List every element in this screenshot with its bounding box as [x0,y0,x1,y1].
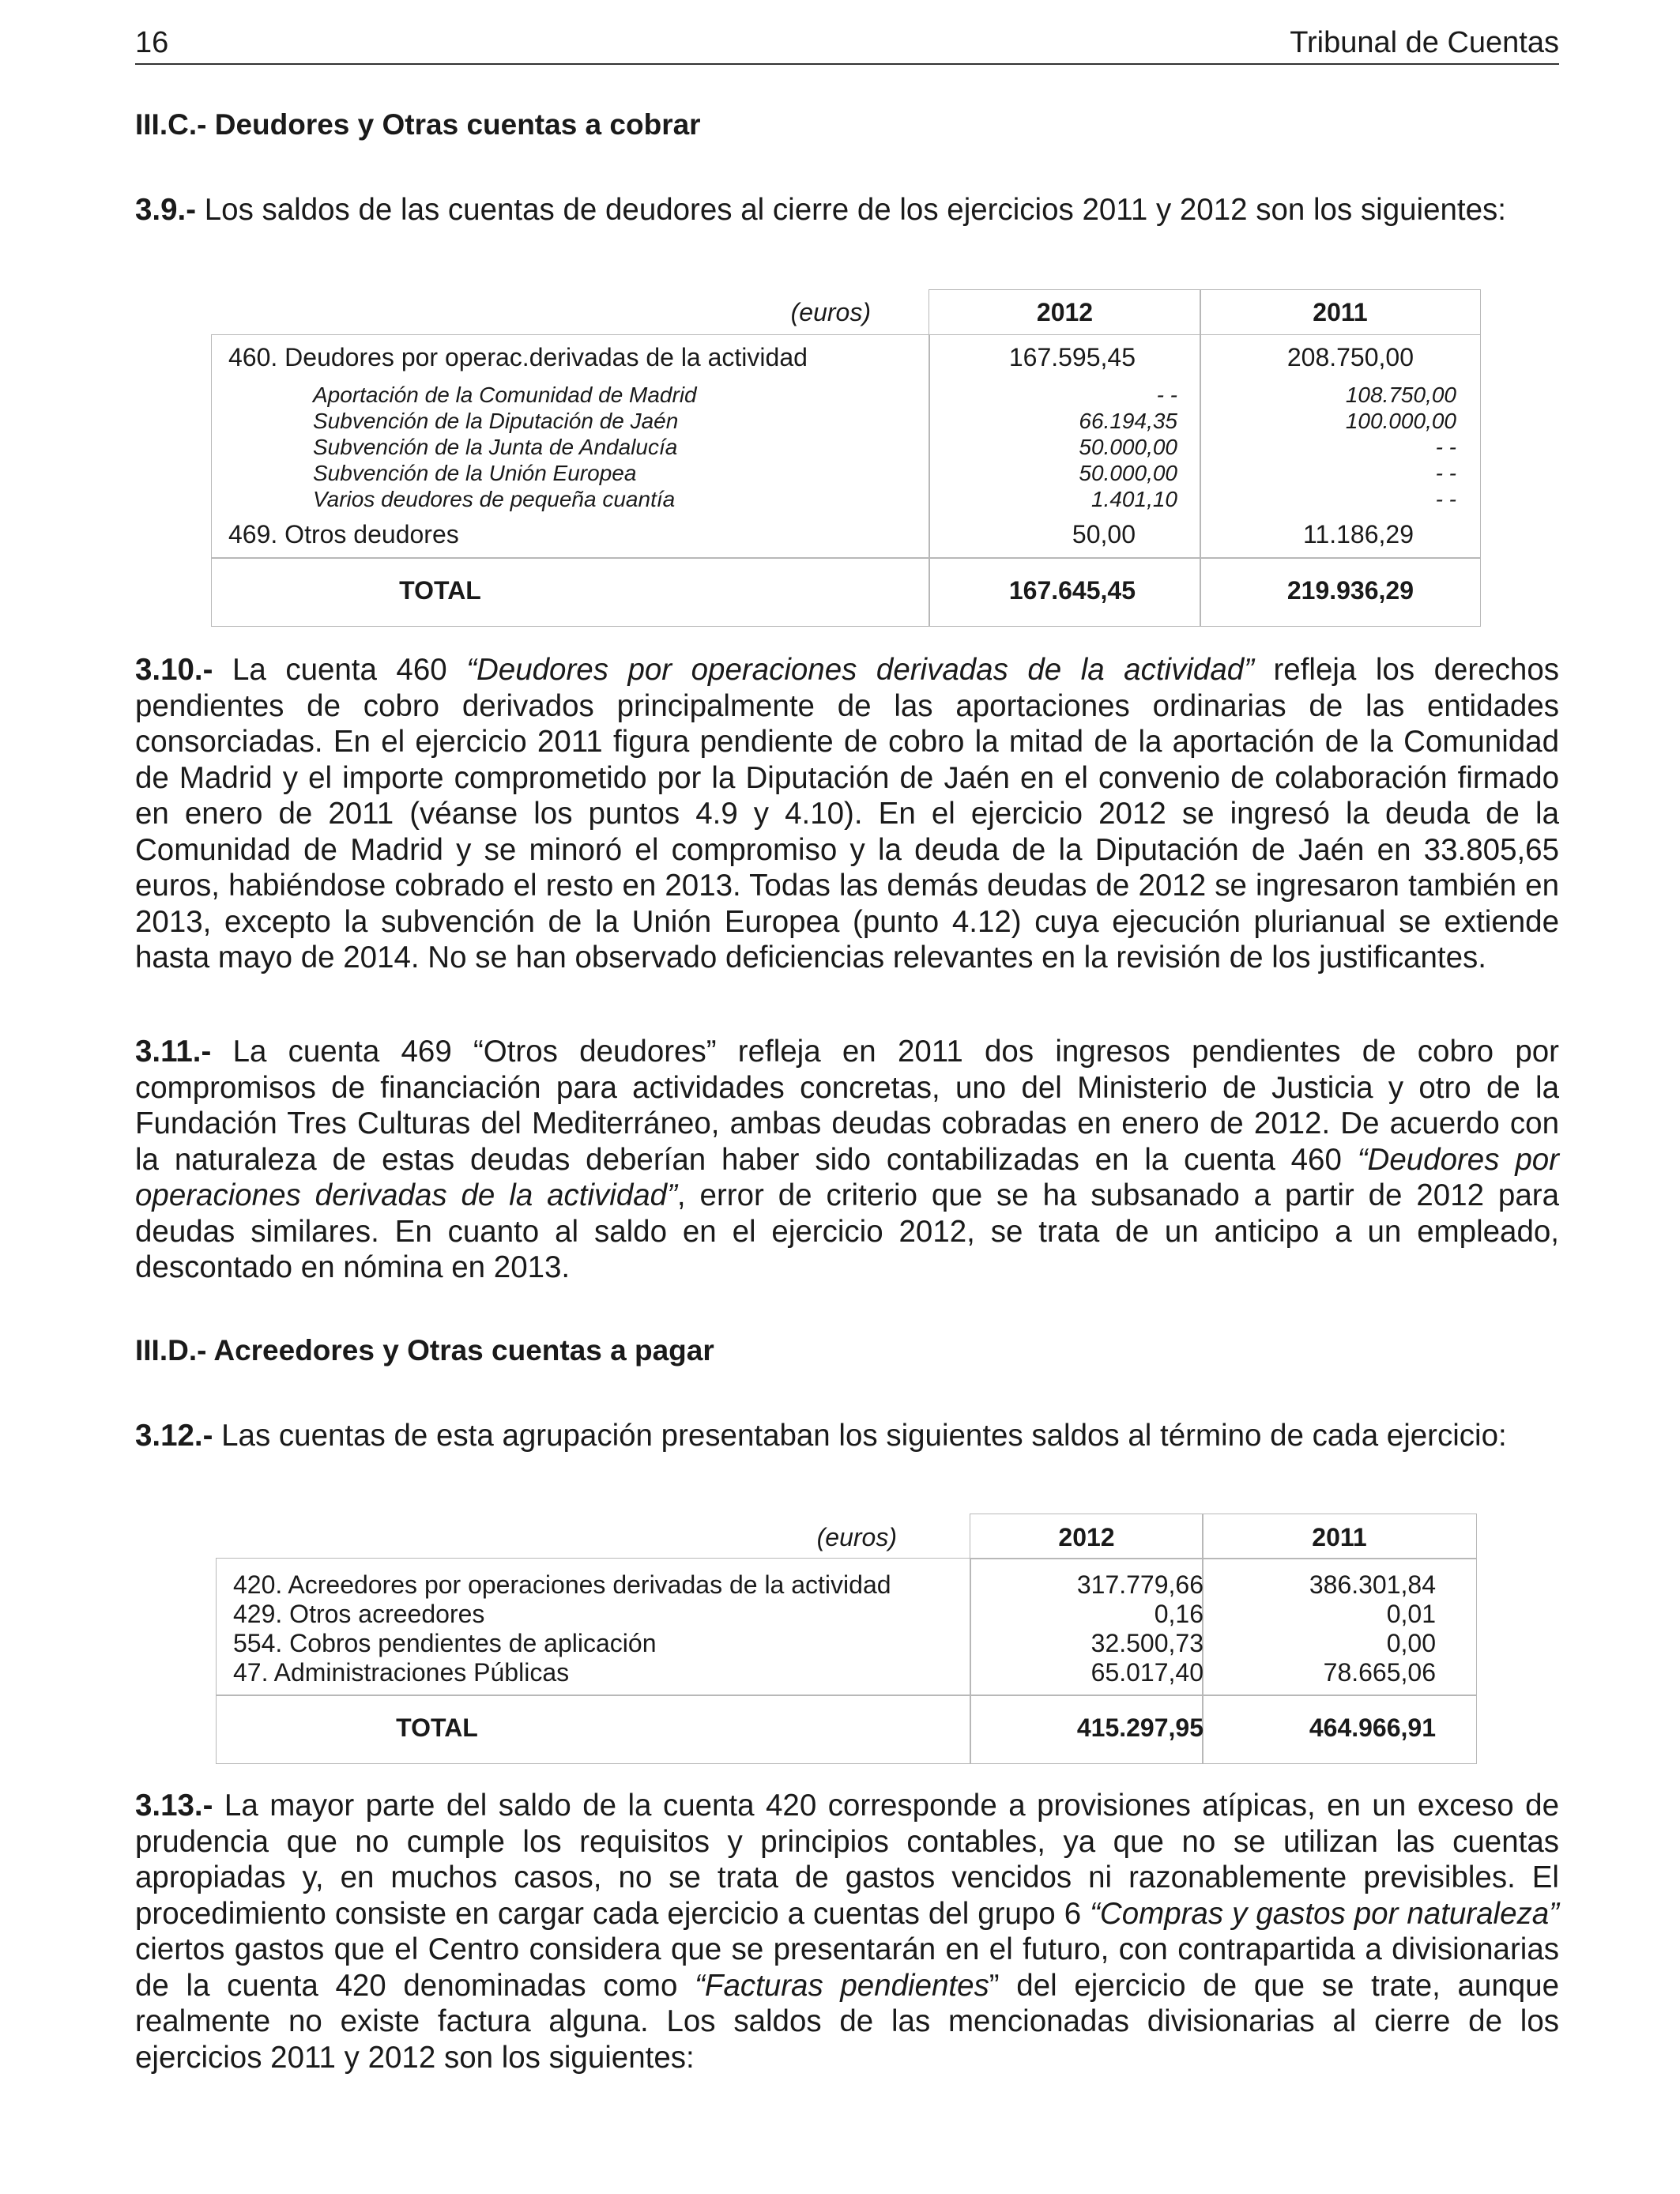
page-number: 16 [135,26,169,59]
paragraph-text: ciertos gastos que el Centro considera que se presentarán en el futuro, con contrapartida a divisionarias de la cuenta 420 denominadas como [135,1932,1559,2003]
column-header-2012: 2012 [1058,1523,1115,1551]
account-name-italic: “Compras y gastos por naturaleza” [1090,1896,1559,1931]
paragraph-text: , error de criterio que se ha subsanado a partir de 2012 para deudas similares. En cuanto al saldo en el ejercicio 2012, se trata de un anticipo a un empleado, descontado en nómina en 2013. [135,1178,1559,1284]
subrow-value-2012: 1.401,10 [1091,487,1177,511]
table-row-value-2012: 50,00 [1072,520,1136,548]
total-value-2011: 464.966,91 [1309,1713,1436,1742]
column-header-2011: 2011 [1312,1523,1367,1551]
total-value-2012: 415.297,95 [1076,1713,1203,1742]
paragraph-3-12 [135,1418,1559,1454]
unit-label: (euros) [816,1523,897,1551]
account-name-italic: “Facturas pendientes [695,1968,989,2003]
paragraph-text: La mayor parte del saldo de la cuenta 420 corresponde a provisiones atípicas, en un exceso de prudencia que no cumple los requisitos y principios contables, ya que no se utilizan las cuentas apropiadas y, en muchos casos, no se trata de gastos vencidos ni razonablemente previsibles. El procedimiento consiste en cargar cada ejercicio a cuentas del grupo 6 [135,1789,1559,1931]
table-row-value-2012: 0,16 [1154,1600,1203,1628]
subrow-value-2011: - - [1435,435,1456,459]
header-source: Tribunal de Cuentas [1290,26,1559,59]
unit-label: (euros) [790,298,871,326]
table-row-value-2011: 0,00 [1386,1629,1436,1657]
paragraph-number: 3.11.- [135,1035,212,1069]
column-header-2011: 2011 [1313,298,1368,326]
row-labels [233,1569,891,1686]
total-value-2011: 219.936,29 [1286,576,1414,605]
subrow-label: Varios deudores de pequeña cuantía [313,487,676,511]
subrow-value-2011: 108.750,00 [1345,383,1456,407]
paragraph-number: 3.13.- [135,1789,213,1823]
paragraph-text: La cuenta 460 [213,653,467,687]
table-row-value-2011: 386.301,84 [1309,1570,1436,1599]
row-values-2012 [972,1569,1203,1686]
subrow-value-2012: 50.000,00 [1079,461,1177,485]
section-heading-c: III.C.- Deudores y Otras cuentas a cobrar [135,108,701,141]
paragraph-text: Las cuentas de esta agrupación presentaban los siguientes saldos al término de cada ejercicio: [213,1419,1507,1453]
subrow-value-2012: 66.194,35 [1079,409,1177,433]
total-value-2012: 167.645,45 [1008,576,1136,605]
table-row-value-2011: 208.750,00 [1286,343,1414,371]
paragraph-text: La cuenta 469 “Otros deudores” refleja en 2011 dos ingresos pendientes de cobro por compromisos de financiación para actividades concretas, uno del Ministerio de Justicia y otro de la Fundación Tres Culturas del Mediterráneo, ambas deudas cobradas en enero de 2012. De acuerdo con la naturaleza de estas deudas deberían haber sido contabilizadas en la cuenta 460 [135,1035,1559,1177]
subrow-labels [313,382,697,512]
table-row-value-2012: 32.500,73 [1090,1629,1203,1657]
paragraph-text: Los saldos de las cuentas de deudores al cierre de los ejercicios 2011 y 2012 son los siguientes: [196,193,1506,227]
table-row-value-2011: 78.665,06 [1323,1658,1436,1687]
subrow-values-2011 [1203,382,1456,512]
paragraph-3-11 [135,1034,1559,1286]
account-name-italic: “Deudores por operaciones derivadas de la actividad” [466,653,1254,687]
subrow-value-2011: - - [1435,487,1456,511]
subrow-value-2012: 50.000,00 [1079,435,1177,459]
table-row-value-2011: 11.186,29 [1303,520,1414,548]
section-heading-d: III.D.- Acreedores y Otras cuentas a pagar [135,1334,714,1367]
subrow-values-2012 [932,382,1177,512]
paragraph-number: 3.10.- [135,653,213,687]
account-name-italic: “Deudores por operaciones derivadas de la actividad” [135,1142,1559,1212]
subrow-value-2012: - - [1156,383,1177,407]
paragraph-3-10 [135,652,1559,976]
page-header [135,24,1559,65]
paragraph-3-9 [135,192,1559,228]
paragraph-number: 3.9.- [135,193,197,227]
table-row-label: 429. Otros acreedores [233,1600,485,1628]
paragraph-text: refleja los derechos pendientes de cobro derivados principalmente de las aportaciones ordinarias de las entidades consorciadas. En el ejercicio 2011 figura pendiente de cobro la mitad de la aportación de la Comunidad de Madrid y el importe comprometido por la Diputación de Jaén en el convenio de colaboración firmado en enero de 2011 (véanse los puntos 4.9 y 4.10). En el ejercicio 2012 se ingresó la deuda de la Comunidad de Madrid y se minoró el compromiso y la deuda de la Diputación de Jaén en 33.805,65 euros, habiéndose cobrado el resto en 2013. Todas las demás deudas de 2012 se ingresaron también en 2013, excepto la subvención de la Unión Europea (punto 4.12) cuya ejecución plurianual se extiende hasta mayo de 2014. No se han observado deficiencias relevantes en la revisión de los justificantes. [135,653,1559,974]
table-row-label: 469. Otros deudores [228,520,459,548]
table-row-label: 47. Administraciones Públicas [233,1658,570,1687]
subrow-label: Subvención de la Unión Europea [313,461,637,485]
table-row-value-2012: 65.017,40 [1090,1658,1203,1687]
table-row-label: 420. Acreedores por operaciones derivadas de la actividad [233,1570,891,1599]
paragraph-number: 3.12.- [135,1419,213,1453]
subrow-value-2011: - - [1435,461,1456,485]
paragraph-text: ” del ejercicio de que se trate, aunque realmente no existe factura alguna. Los saldos de las mencionadas divisionarias al cierre de los ejercicios 2011 y 2012 son los siguientes: [135,1968,1559,2075]
subrow-label: Subvención de la Diputación de Jaén [313,409,679,433]
total-label: TOTAL [399,576,481,605]
table-row-label: 460. Deudores por operac.derivadas de la actividad [228,343,808,371]
table-row-value-2012: 167.595,45 [1008,343,1136,371]
table-row-value-2012: 317.779,66 [1076,1570,1203,1599]
total-label: TOTAL [396,1713,478,1742]
subrow-label: Subvención de la Junta de Andalucía [313,435,678,459]
table-row-label: 554. Cobros pendientes de aplicación [233,1629,657,1657]
subrow-label: Aportación de la Comunidad de Madrid [313,383,697,407]
column-header-2012: 2012 [1036,298,1094,326]
paragraph-3-13 [135,1788,1559,2075]
row-values-2011 [1204,1569,1436,1686]
table-row-value-2011: 0,01 [1386,1600,1436,1628]
subrow-value-2011: 100.000,00 [1345,409,1456,433]
